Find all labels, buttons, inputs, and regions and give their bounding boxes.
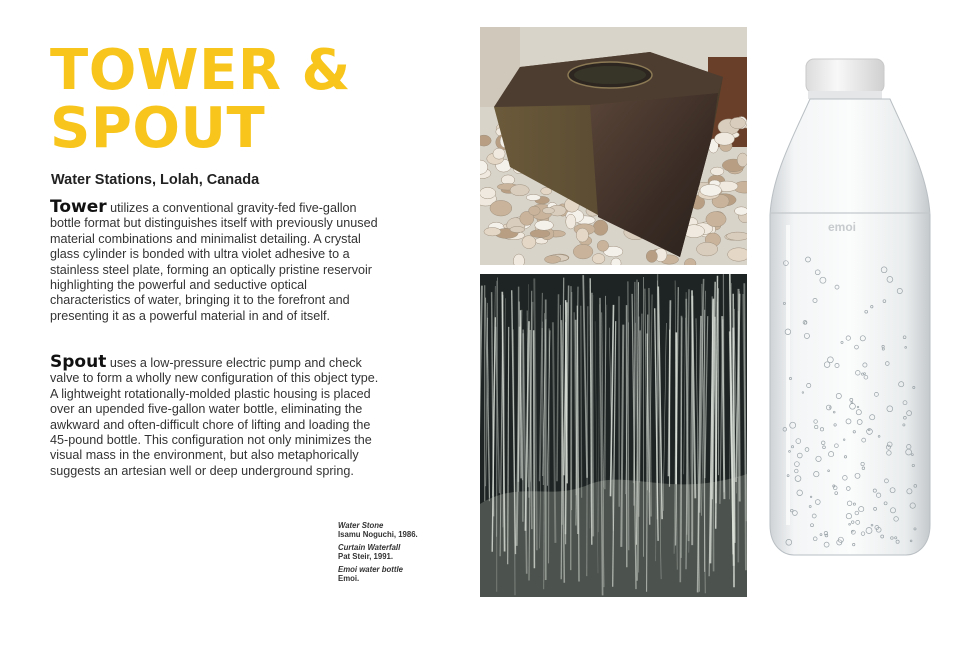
credit-emoi-bottle — [338, 565, 418, 583]
bottle-logo: emoi — [827, 220, 857, 234]
credit-work: Curtain Waterfall — [338, 543, 401, 552]
title-line-2: SPOUT — [50, 96, 266, 161]
bottle-cap — [806, 59, 884, 93]
page-title — [50, 38, 351, 161]
curtain-waterfall-photo — [480, 274, 747, 597]
waterfall-splash — [480, 474, 747, 597]
spout-paragraph — [50, 352, 380, 479]
title-line-1: TOWER & — [50, 38, 351, 103]
emoi-bottle-photo — [764, 55, 936, 565]
tower-paragraph — [50, 197, 380, 324]
credit-work: Emoi water bottle — [338, 565, 403, 574]
credit-artist: Pat Steir, 1991. — [338, 552, 394, 561]
tower-lead: Tower — [50, 197, 107, 217]
credit-artist: Isamu Noguchi, 1986. — [338, 530, 418, 539]
credit-curtain-waterfall — [338, 543, 418, 561]
tower-text: utilizes a conventional gravity-fed five-gallon bottle format but distinguishes itself with previously unused material combinations and minimalist detailing. A crystal glass cylinder is bonded with ultra violet adhesive to a stainless steel plate, forming an optically pristine reservoir highlighting the powerful and seductive optical characteristics of water, bringing it to the forefront and presenting it as a powerful material in and of itself. — [50, 201, 378, 323]
bottle-body — [770, 99, 930, 555]
image-credits — [338, 521, 418, 587]
credit-work: Water Stone — [338, 521, 384, 530]
credit-water-stone — [338, 521, 418, 539]
spout-text: uses a low-pressure electric pump and check valve to form a wholly new configuration of this object type. A lightweight rotationally-molded plastic housing is placed over an upended five-gallon water bottle, eliminating the awkward and often-difficult chore of lifting and loading the 45-pound bottle. This configuration not only minimizes the visual mass in the environment, but also metaphorically suggests an artesian well or deep underground spring. — [50, 356, 379, 478]
water-stone-photo — [480, 27, 747, 265]
subtitle: Water Stations, Lolah, Canada — [51, 172, 260, 188]
spout-lead: Spout — [50, 352, 107, 372]
credit-artist: Emoi. — [338, 574, 360, 583]
